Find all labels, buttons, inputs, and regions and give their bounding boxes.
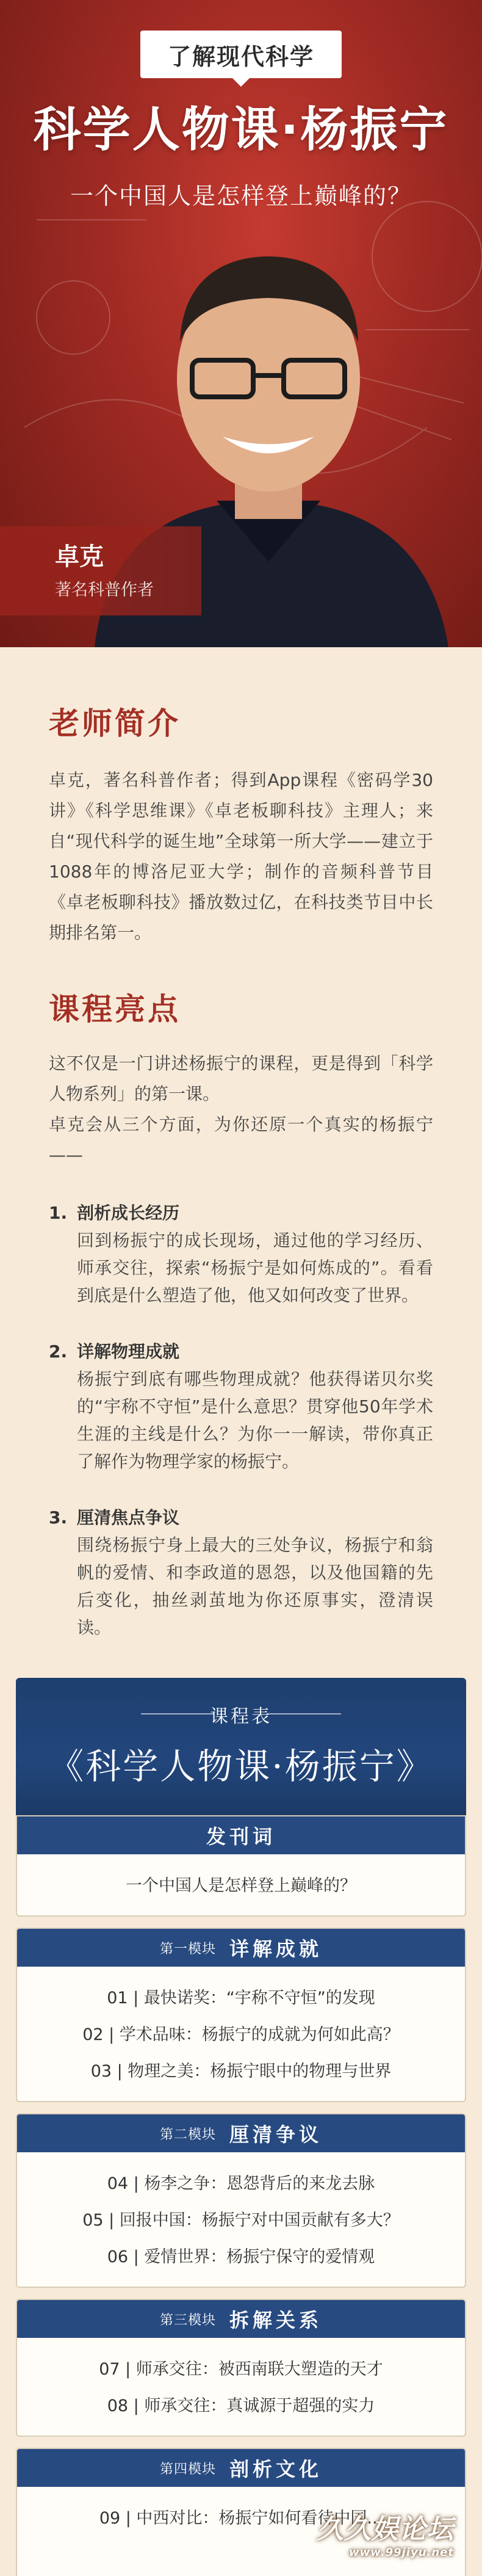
lesson-item[interactable]: 04 | 杨李之争：恩怨背后的来龙去脉 bbox=[107, 2174, 375, 2193]
module-name: 发刊词 bbox=[206, 1825, 276, 1848]
highlight-point-title: 详解物理成就 bbox=[77, 1341, 180, 1362]
lesson-item[interactable]: 09 | 中西对比：杨振宁如何看待中国... bbox=[99, 2509, 383, 2528]
module-name: 厘清争议 bbox=[229, 2123, 323, 2146]
watermark: 久久娱论坛 www.99jiyu.net bbox=[317, 2514, 454, 2559]
lesson-list bbox=[17, 1854, 465, 1915]
lesson-item[interactable]: 一个中国人是怎样登上巅峰的？ bbox=[126, 1876, 356, 1895]
teacher-intro-title: 老师简介 bbox=[49, 705, 181, 741]
schedule-header bbox=[16, 1678, 466, 1815]
module-3 bbox=[16, 2299, 466, 2437]
lesson-item[interactable]: 08 | 师承交往：真诚源于超强的实力 bbox=[107, 2396, 375, 2415]
module-bar bbox=[17, 2300, 465, 2338]
lesson-item[interactable]: 06 | 爱情世界：杨振宁保守的爱情观 bbox=[107, 2248, 375, 2266]
module-name: 剖析文化 bbox=[229, 2458, 323, 2481]
hero-title: 科学人物课·杨振宁 bbox=[33, 103, 449, 158]
lesson-item[interactable]: 03 | 物理之美：杨振宁眼中的物理与世界 bbox=[90, 2062, 392, 2081]
module-tag: 第二模块 bbox=[159, 2127, 216, 2142]
module-bar bbox=[17, 2114, 465, 2152]
teacher-role: 著名科普作者 bbox=[55, 581, 154, 600]
module-tag: 第四模块 bbox=[159, 2461, 216, 2477]
course-highlights-title: 课程亮点 bbox=[49, 991, 181, 1027]
module-bar bbox=[17, 1816, 465, 1854]
highlight-point-body: 回到杨振宁的成长现场，通过他的学习经历、师承交往，探索“杨振宁是如何炼成的”。看看到底是什么塑造了他，他又如何改变了世界。 bbox=[77, 1230, 433, 1305]
hero-subtitle: 一个中国人是怎样登上巅峰的？ bbox=[70, 183, 412, 209]
lesson-item[interactable]: 02 | 学术品味：杨振宁的成就为何如此高？ bbox=[82, 2025, 400, 2044]
lesson-list bbox=[17, 2152, 465, 2287]
module-name: 拆解关系 bbox=[229, 2309, 323, 2332]
lesson-item[interactable]: 07 | 师承交往：被西南联大塑造的天才 bbox=[99, 2360, 383, 2379]
module-2 bbox=[16, 2113, 466, 2288]
module-preface bbox=[16, 1815, 466, 1917]
teacher-name: 卓克 bbox=[55, 543, 104, 571]
highlights-text-1: 这不仅是一门讲述杨振宁的课程，更是得到「科学人物系列」的第一课。 bbox=[49, 1053, 433, 1104]
teacher-intro-section bbox=[0, 647, 482, 948]
lesson-list bbox=[17, 2338, 465, 2436]
module-name: 详解成就 bbox=[229, 1937, 323, 1961]
lesson-item[interactable]: 05 | 回报中国：杨振宁对中国贡献有多大？ bbox=[82, 2211, 400, 2230]
schedule-label: 课程表 bbox=[210, 1706, 272, 1727]
module-4 bbox=[16, 2448, 466, 2576]
lesson-list bbox=[17, 1967, 465, 2101]
schedule-title: 《科学人物课·杨振宁》 bbox=[48, 1746, 434, 1787]
module-tag: 第三模块 bbox=[159, 2312, 216, 2328]
module-bar bbox=[17, 1929, 465, 1967]
module-bar bbox=[17, 2449, 465, 2487]
teacher-intro-text: 卓克，著名科普作者；得到App课程《密码学30讲》《科学思维课》《卓老板聊科技》主理人；来自“现代科学的诞生地”全球第一所大学——建立于1088年的博洛尼亚大学；制作的音频科普节目《卓老板聊科技》播放数过亿，在科技类节目中长期排名第一。 bbox=[49, 770, 433, 943]
highlight-point-title: 剖析成长经历 bbox=[77, 1203, 180, 1223]
hero-tag: 了解现代科学 bbox=[140, 31, 342, 78]
module-tag: 第一模块 bbox=[159, 1941, 216, 1957]
lesson-item[interactable]: 01 | 最快诺奖：“宇称不守恒”的发现 bbox=[107, 1989, 375, 2008]
highlight-point-body: 杨振宁到底有哪些物理成就？他获得诺贝尔奖的“宇称不守恒”是什么意思？贯穿他50年学术生涯的主线是什么？为你一一解读，带你真正了解作为物理学家的杨振宁。 bbox=[77, 1369, 433, 1471]
hero-banner bbox=[0, 0, 482, 647]
highlight-point-body: 围绕杨振宁身上最大的三处争议，杨振宁和翁帆的爱情、和李政道的恩怨，以及他国籍的先后变化，抽丝剥茧地为你还原事实，澄清误读。 bbox=[77, 1535, 433, 1638]
highlight-point-title: 厘清焦点争议 bbox=[77, 1508, 180, 1528]
highlight-point: 3. 厘清焦点争议 围绕杨振宁身上最大的三处争议，杨振宁和翁帆的爱情、和李政道的恩怨，以及他国籍的先后变化，抽丝剥茧地为你还原事实，澄清误读。 bbox=[49, 1504, 433, 1641]
module-1 bbox=[16, 1928, 466, 2102]
highlight-point: 2. 详解物理成就 杨振宁到底有哪些物理成就？他获得诺贝尔奖的“宇称不守恒”是什么意思？贯穿他50年学术生涯的主线是什么？为你一一解读，带你真正了解作为物理学家的杨振宁。 bbox=[49, 1338, 433, 1475]
highlights-text-2: 卓克会从三个方面，为你还原一个真实的杨振宁—— bbox=[49, 1114, 433, 1165]
highlight-point: 1. 剖析成长经历 回到杨振宁的成长现场，通过他的学习经历、师承交往，探索“杨振宁是如何炼成的”。看看到底是什么塑造了他，他又如何改变了世界。 bbox=[49, 1200, 433, 1309]
course-highlights-section bbox=[0, 948, 482, 1641]
